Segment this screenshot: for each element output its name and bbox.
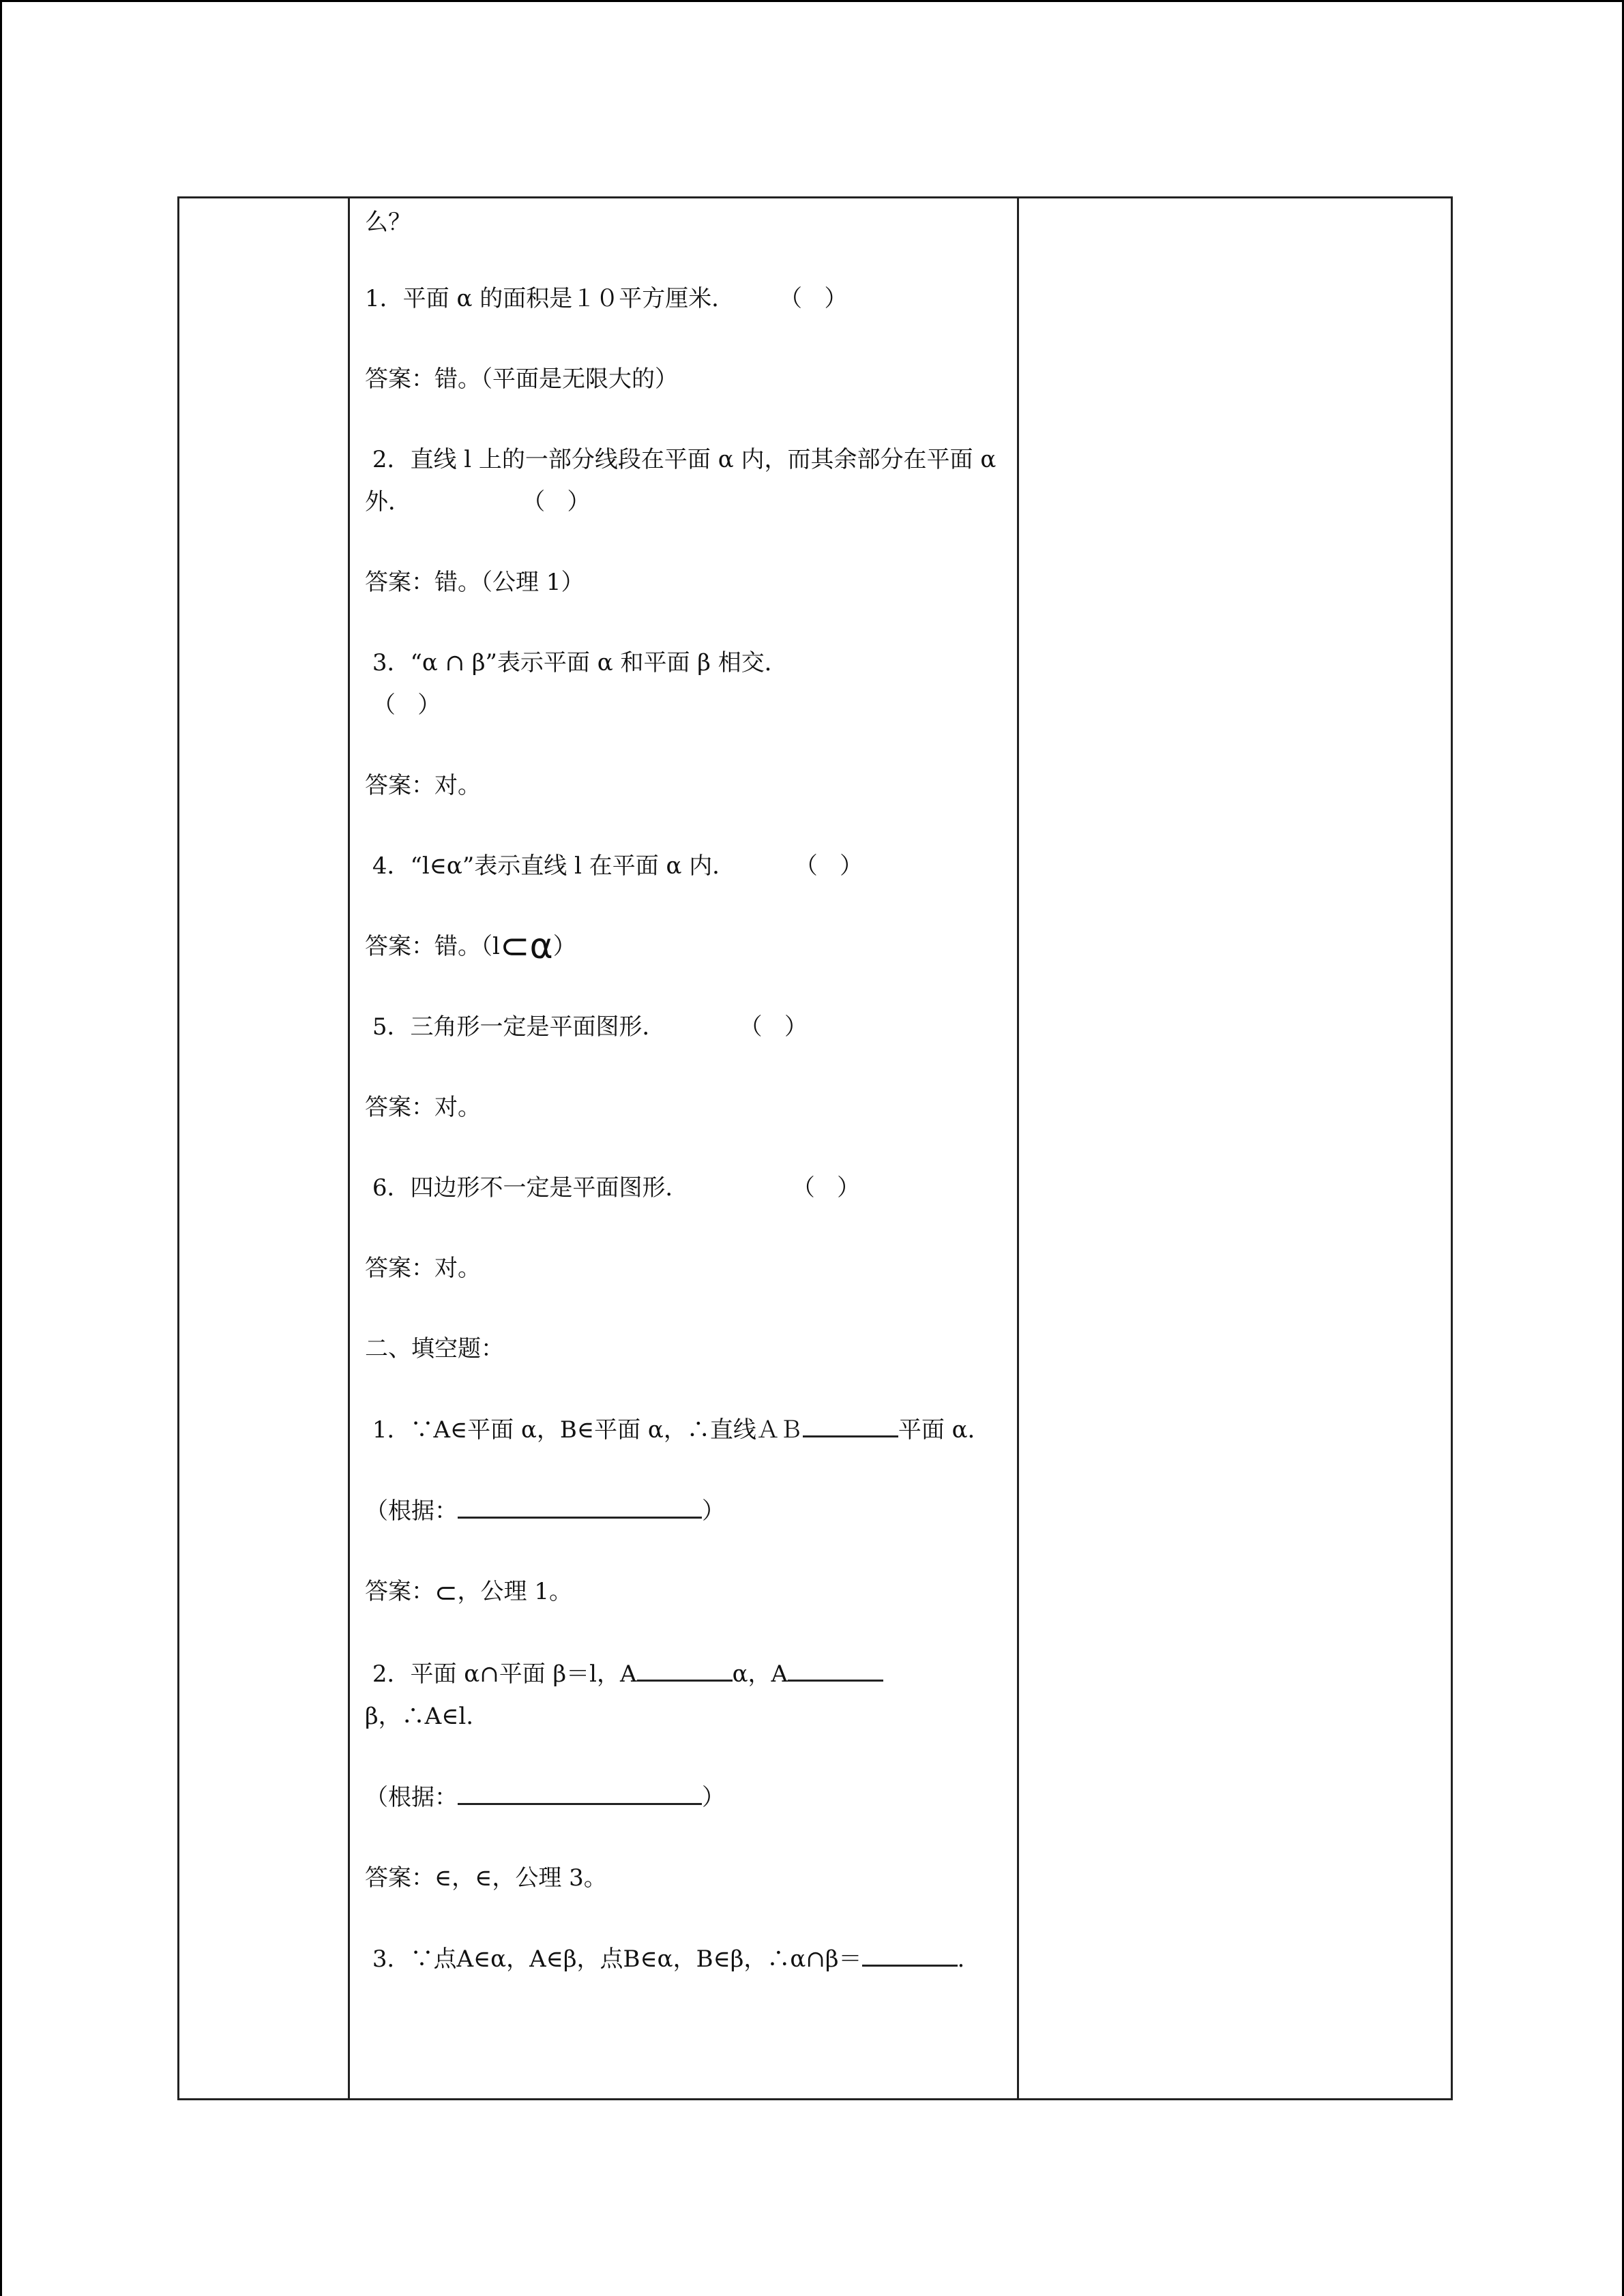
fill-2-blank-2 <box>788 1652 883 1682</box>
left-column <box>179 198 349 2100</box>
fill-2-mid: α，A <box>732 1660 788 1688</box>
fill-question-3 <box>365 1937 996 1980</box>
page-left-rule <box>0 0 2 2296</box>
question-4: 4．“l∈α”表示直线 l 在平面 α 内． （ ） <box>365 852 863 880</box>
fill-2-tail: β，∴A∈l. <box>365 1703 474 1730</box>
intro-tail: 么？ <box>365 209 411 236</box>
basis-prefix: （根据： <box>365 1784 458 1811</box>
question-1: 1．平面 α 的面积是１０平方厘米． （ ） <box>365 285 848 312</box>
basis-suffix: ） <box>702 1497 725 1525</box>
question-3-choice: （ ） <box>365 691 441 719</box>
basis-prefix: （根据： <box>365 1497 458 1525</box>
fill-1-tail: 平面 α． <box>898 1416 991 1444</box>
fill-2-basis <box>365 1776 996 1819</box>
fill-question-2 <box>365 1652 996 1738</box>
fill-3-text: 3．∵点A∈α，A∈β，点B∈α，B∈β，∴α∩β＝ <box>365 1945 862 1973</box>
page-top-rule <box>0 0 1624 2</box>
answer-3: 答案：对。 <box>365 772 481 799</box>
fill-3-blank <box>862 1937 958 1967</box>
question-3: 3．“α ∩ β”表示平面 α 和平面 β 相交． <box>365 649 788 676</box>
fill-answer-1-suffix: ，公理 1。 <box>457 1578 572 1605</box>
fill-2-blank-1 <box>637 1652 733 1682</box>
question-6: 6．四边形不一定是平面图形． （ ） <box>365 1174 861 1202</box>
fill-1-blank <box>803 1408 898 1437</box>
basis-blank <box>458 1776 702 1805</box>
answer-5: 答案：对。 <box>365 1094 481 1121</box>
answer-2: 答案：错。（公理 1） <box>365 569 585 596</box>
lesson-row <box>179 198 1452 2100</box>
subset-symbol: ⊂ <box>434 1577 458 1609</box>
fill-1-text: 1．∵A∈平面 α，B∈平面 α，∴直线ＡＢ <box>365 1416 803 1444</box>
fill-answer-1-prefix: 答案： <box>365 1578 434 1605</box>
answer-6: 答案：对。 <box>365 1255 481 1282</box>
answer-1: 答案：错。（平面是无限大的） <box>365 366 678 393</box>
basis-blank <box>458 1489 702 1519</box>
fill-3-tail: . <box>957 1945 965 1973</box>
question-5: 5．三角形一定是平面图形． （ ） <box>365 1013 808 1041</box>
fill-answer-2: 答案：∈，∈，公理 3。 <box>365 1864 607 1892</box>
content-body <box>350 201 1017 1980</box>
subset-alpha-symbol: ⊂α <box>499 926 553 967</box>
fill-1-basis <box>365 1489 996 1532</box>
right-column <box>1018 198 1452 2100</box>
answer-4-prefix: 答案：错。（l <box>365 933 500 960</box>
fill-answer-1 <box>365 1570 996 1614</box>
fill-question-1 <box>365 1408 996 1451</box>
lesson-table <box>177 196 1453 2100</box>
section-fill-in-heading: 二、填空题： <box>365 1335 504 1362</box>
answer-4 <box>365 925 996 968</box>
fill-2-text: 2．平面 α∩平面 β＝l，A <box>365 1660 637 1688</box>
answer-4-suffix: ） <box>552 933 576 960</box>
basis-suffix: ） <box>702 1784 725 1811</box>
question-2: 2．直线 l 上的一部分线段在平面 α 内，而其余部分在平面 α 外． （ ） <box>365 446 1004 516</box>
content-column <box>349 198 1018 2100</box>
